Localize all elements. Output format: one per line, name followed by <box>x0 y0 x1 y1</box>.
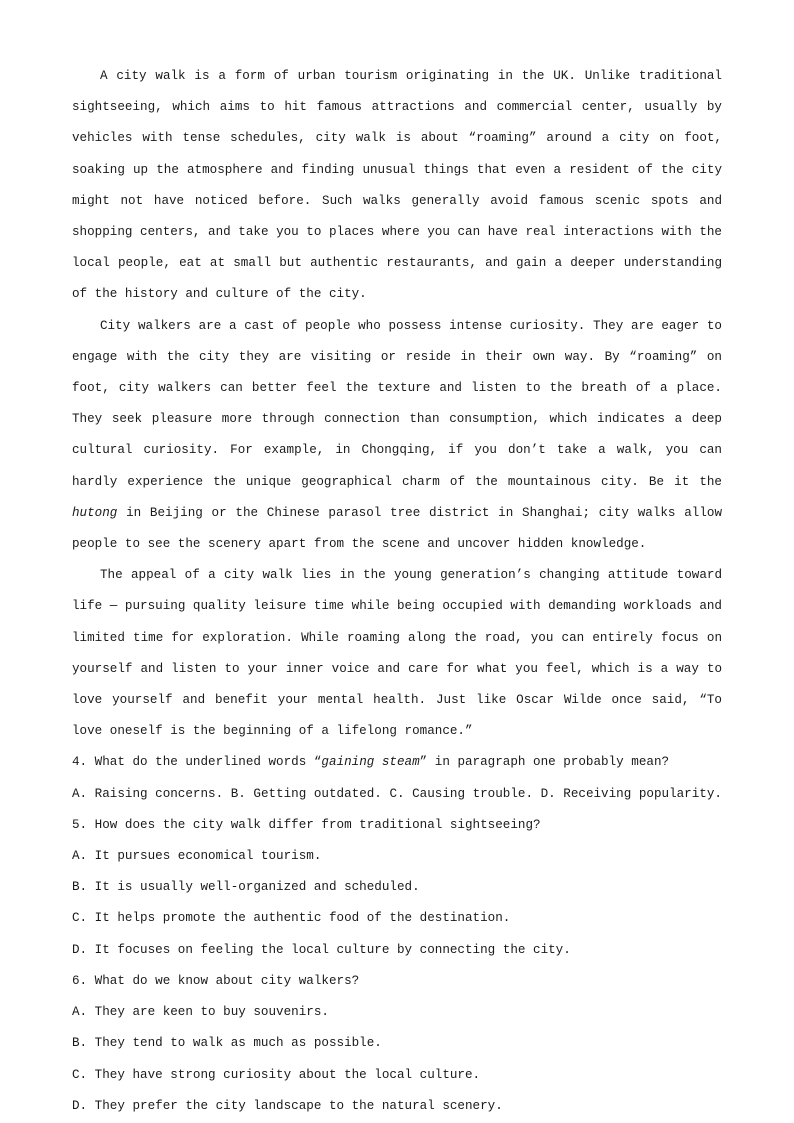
passage-paragraph-2 <box>72 311 722 561</box>
passage-paragraph-3: The appeal of a city walk lies in the young generation’s changing attitude toward life — pursuing quality leisure time while being occupied with demanding workloads and limited time for exploration. While roaming along the road, you can entirely focus on yourself and listen to your inner voice and care for what you feel, which is a way to love yourself and benefit your mental health. Just like Oscar Wilde once said, “To love oneself is the beginning of a lifelong romance.” <box>72 568 722 739</box>
hutong-italic-term: hutong <box>72 505 118 520</box>
question-6-option-b: B. They tend to walk as much as possible. <box>72 1036 382 1051</box>
question-4-option-c: C. Causing trouble. <box>389 786 534 801</box>
question-4-italic-phrase: gaining steam <box>321 755 420 770</box>
paragraph-2-text-start: City walkers are a cast of people who possess intense curiosity. They are eager to engage with the city they are visiting or reside in their own way. By “roaming” on foot, city walkers can better feel the texture and listen to the breath of a place. They seek pleasure more through connection than consumption, which indicates a deep cultural curiosity. For example, in Chongqing, if you don’t take a walk, you can hardly experience the unique geographical charm of the mountainous city. Be it the <box>72 318 722 489</box>
question-4-option-d: D. Receiving popularity. <box>540 786 722 801</box>
question-6-option-d: D. They prefer the city landscape to the natural scenery. <box>72 1098 503 1113</box>
question-6-option-a: A. They are keen to buy souvenirs. <box>72 1005 329 1020</box>
passage-paragraph-1: A city walk is a form of urban tourism originating in the UK. Unlike traditional sightseeing, which aims to hit famous attractions and commercial center, usually by vehicles with tense schedules, city walk is about “roaming” around a city on foot, soaking up the atmosphere and finding unusual things that even a resident of the city might not have noticed before. Such walks generally avoid famous scenic spots and shopping centers, and take you to places where you can have real interactions with the local people, eat at small but authentic restaurants, and gain a deeper understanding of the history and culture of the city. <box>72 69 722 302</box>
question-5-option-b: B. It is usually well-organized and scheduled. <box>72 880 420 895</box>
question-4-stem <box>72 747 722 778</box>
question-4-option-b: B. Getting outdated. <box>230 786 382 801</box>
paragraph-2-text-end: in Beijing or the Chinese parasol tree district in Shanghai; city walks allow people to see the scenery apart from the scene and uncover hidden knowledge. <box>72 505 722 552</box>
question-5-option-a: A. It pursues economical tourism. <box>72 849 322 864</box>
question-4-stem-end: ” in paragraph one probably mean? <box>419 755 670 770</box>
question-5-option-d: D. It focuses on feeling the local culture by connecting the city. <box>72 942 571 957</box>
question-4-option-a: A. Raising concerns. <box>72 786 224 801</box>
question-6-stem: 6. What do we know about city walkers? <box>72 973 360 988</box>
question-4-stem-start: 4. What do the underlined words “ <box>72 755 322 770</box>
question-5-option-c: C. It helps promote the authentic food of the destination. <box>72 911 511 926</box>
question-5-stem: 5. How does the city walk differ from traditional sightseeing? <box>72 817 541 832</box>
question-6-option-c: C. They have strong curiosity about the local culture. <box>72 1067 481 1082</box>
document-page <box>72 61 722 1122</box>
question-4-options <box>72 779 722 810</box>
